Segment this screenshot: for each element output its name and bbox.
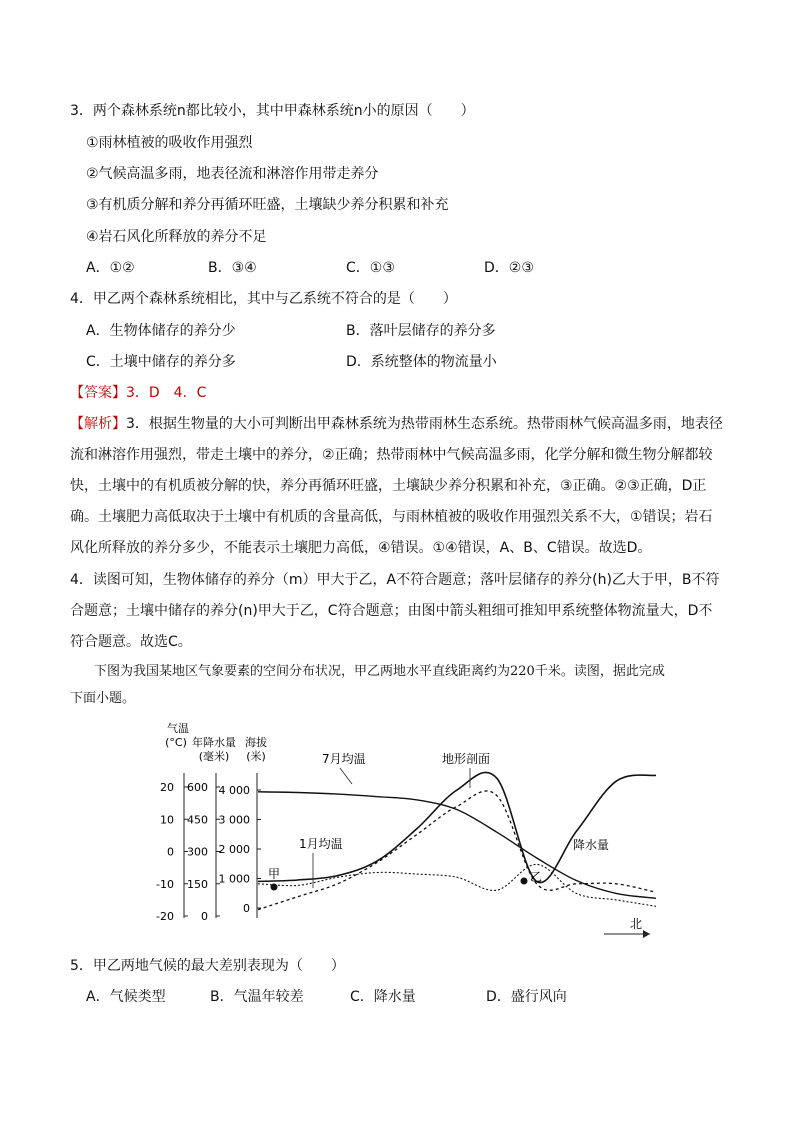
- analysis-text-1: 3．根据生物量的大小可判断出甲森林系统为热带雨林生态系统。热带雨林气候高温多雨，地表径: [126, 416, 723, 432]
- label-jan-temp: 1月均温: [299, 837, 343, 851]
- q5-option-a: A．气候类型: [86, 989, 166, 1005]
- answer-text: 3．D 4．C: [126, 385, 207, 401]
- analysis-label: 【解析】: [70, 416, 126, 432]
- label-july-leader: [340, 768, 352, 784]
- q3-stem: 3．两个森林系统n都比较小，其中甲森林系统n小的原因（ ）: [70, 103, 475, 119]
- north-label: 北: [630, 917, 643, 931]
- analysis-line-2: 流和淋溶作用强烈，带走土壤中的养分，②正确；热带雨林中气候高温多雨，化学分解和微生物分解都较: [70, 447, 713, 463]
- tick-elev-3: 1 000: [218, 872, 250, 886]
- axis-title-temp-2: (°C): [165, 736, 187, 749]
- q4-stem: 4．甲乙两个森林系统相比，其中与乙系统不符合的是（ ）: [70, 291, 457, 307]
- tick-elev-1: 3 000: [218, 813, 250, 827]
- answer-line: [70, 384, 206, 402]
- axis-title-elev-1: 海拔: [245, 736, 267, 749]
- q3-option-b: B．③④: [208, 260, 257, 276]
- analysis-line-3: 快，土壤中的有机质被分解的快，养分再循环旺盛，土壤缺少养分积累和补充，③正确。②③正确，D正: [70, 478, 707, 494]
- q4-option-b: B．落叶层储存的养分多: [346, 323, 496, 339]
- analysis-line-5: 风化所释放的养分多少，不能表示土壤肥力高低，④错误。①④错误，A、B、C错误。故选D。: [70, 540, 652, 556]
- tick-rain-4: 0: [201, 910, 208, 923]
- intro-line-1: 下图为我国某地区气象要素的空间分布状况，甲乙两地水平直线距离约为220千米。读图，据此完成: [94, 664, 665, 679]
- q5-option-d: D．盛行风向: [486, 989, 567, 1005]
- analysis-line-4: 确。土壤肥力高低取决于土壤中有机质的含量高低，与雨林植被的吸收作用强烈关系不大，①错误；岩石: [70, 509, 713, 525]
- tick-elev-4: 0: [243, 902, 250, 915]
- label-terrain: 地形剖面: [442, 752, 491, 766]
- label-rain: 降水量: [573, 838, 610, 852]
- answer-label: 【答案】: [70, 385, 126, 401]
- axis-title-temp-1: 气温: [167, 722, 189, 735]
- q3-item-1: ①雨林植被的吸收作用强烈: [86, 135, 253, 151]
- q3-item-4: ④岩石风化所释放的养分不足: [86, 229, 267, 245]
- intro-line-2: 下面小题。: [70, 691, 136, 706]
- q3-option-c: C．①③: [346, 260, 395, 276]
- q4-option-c: C．土壤中储存的养分多: [86, 354, 236, 370]
- q4-option-d: D．系统整体的物流量小: [346, 354, 497, 370]
- q3-option-a: A．①②: [86, 260, 135, 276]
- axis-title-rain-2: (毫米): [198, 750, 230, 763]
- axis-title-rain-1: 年降水量: [192, 736, 236, 749]
- q5-option-c: C．降水量: [350, 989, 416, 1005]
- climate-profile-chart: [0, 718, 794, 978]
- label-july-temp: 7月均温: [322, 752, 366, 766]
- point-jia-label: 甲: [268, 867, 281, 881]
- tick-elev-2: 2 000: [218, 843, 250, 856]
- tick-temp-3: -10: [156, 877, 174, 891]
- tick-elev-0: 4 000: [218, 784, 250, 797]
- tick-rain-3: 150: [187, 877, 208, 891]
- tick-rain-2: 300: [187, 845, 208, 859]
- q5-option-b: B．气温年较差: [210, 989, 304, 1005]
- analysis-line-8: 符合题意。故选C。: [70, 634, 192, 650]
- tick-temp-2: 0: [167, 845, 174, 859]
- north-arrowhead: [643, 930, 650, 938]
- tick-temp-0: 20: [160, 781, 174, 794]
- tick-temp-4: -20: [156, 910, 174, 923]
- tick-rain-0: 600: [187, 781, 208, 794]
- tick-rain-1: 450: [187, 813, 208, 827]
- point-yi-label: 乙: [530, 870, 543, 884]
- series-4-line: [258, 772, 656, 882]
- q3-option-d: D．②③: [484, 260, 534, 276]
- axis-title-elev-2: (米): [246, 750, 266, 763]
- analysis-line-7: 合题意；土壤中储存的养分(n)甲大于乙，C符合题意；由图中箭头粗细可推知甲系统整体物流量大，D不: [70, 603, 713, 619]
- point-jia: [271, 884, 278, 891]
- q3-item-3: ③有机质分解和养分再循环旺盛，土壤缺少养分积累和补充: [86, 197, 449, 213]
- q4-option-a: A．生物体储存的养分少: [86, 323, 236, 339]
- series-2-line: [258, 864, 656, 906]
- point-yi: [521, 878, 528, 885]
- tick-temp-1: 10: [160, 813, 174, 827]
- q5-stem: 5．甲乙两地气候的最大差别表现为（ ）: [70, 958, 345, 974]
- analysis-line-6: 4．读图可知，生物体储存的养分（m）甲大于乙，A不符合题意；落叶层储存的养分(h)乙大于甲，B不符: [70, 572, 720, 588]
- analysis-line-1: [70, 415, 723, 433]
- q3-item-2: ②气候高温多雨，地表径流和淋溶作用带走养分: [86, 166, 379, 182]
